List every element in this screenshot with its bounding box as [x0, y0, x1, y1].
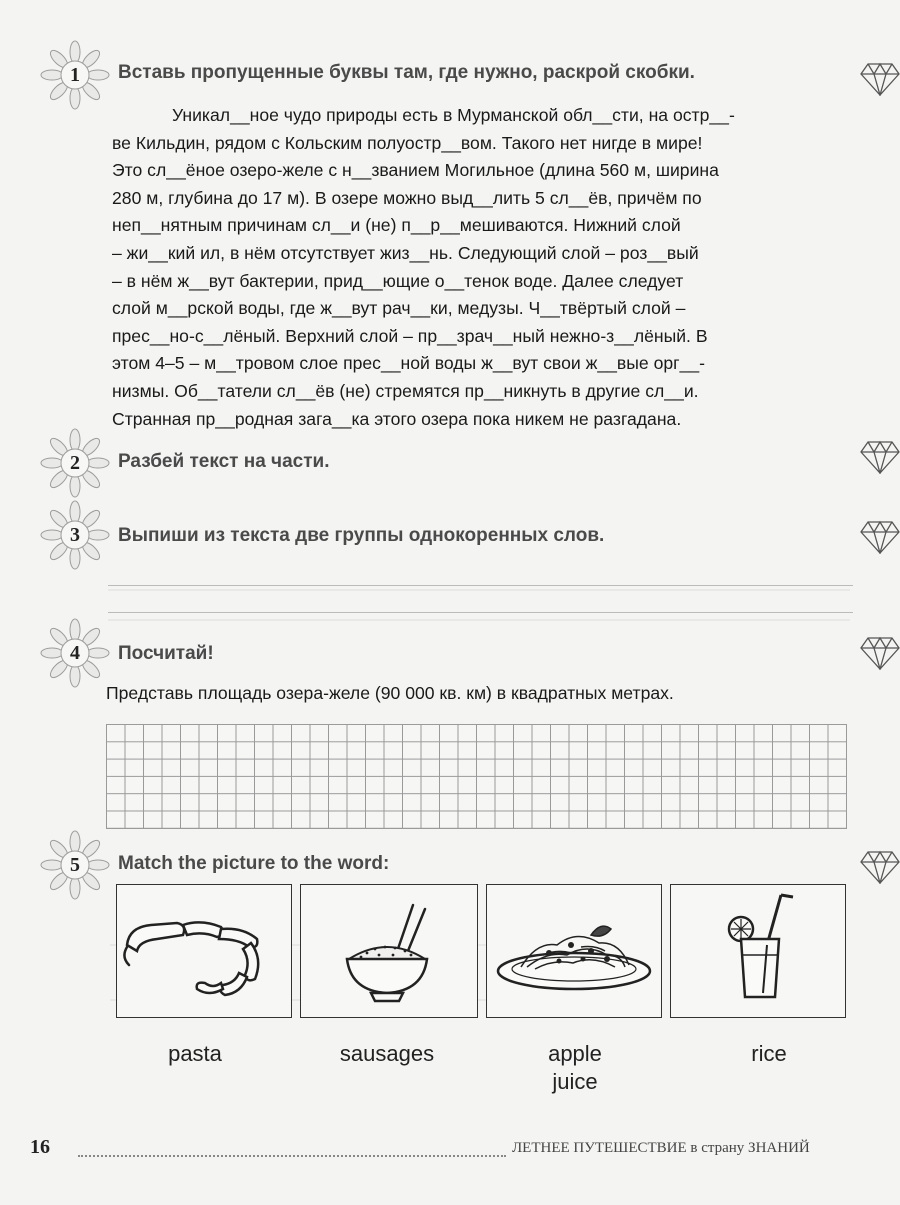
diamond-icon: [860, 520, 900, 554]
juice-glass-icon: [671, 885, 845, 1017]
text-line: Уникал__ное чудо природы есть в Мурманской обл__сти, на остр__-: [172, 105, 735, 125]
diamond-icon: [860, 850, 900, 884]
sausages-icon: [117, 885, 291, 1017]
match-word[interactable]: rice: [751, 1041, 787, 1066]
text-line: – жи__кий ил, в нём отсутствует жиз__нь. Следующий слой – роз__вый: [112, 242, 699, 263]
task-title: Разбей текст на части.: [118, 451, 330, 472]
footer-title: ЛЕТНЕЕ ПУТЕШЕСТВИЕ в страну ЗНАНИЙ: [512, 1140, 810, 1156]
picture-box-pasta[interactable]: [486, 884, 662, 1018]
task-number: 2: [70, 451, 80, 474]
picture-box-sausages[interactable]: [116, 884, 292, 1018]
text-line: неп__нятным причинам сл__и (не) п__р__мешиваются. Нижний слой: [112, 215, 681, 236]
task-4-prompt: Представь площадь озера-желе (90 000 кв. км) в квадратных метрах.: [106, 683, 674, 703]
match-word[interactable]: apple juice: [548, 1041, 602, 1094]
text-line: Странная пр__родная зага__ка этого озера пока никем не разгадана.: [112, 408, 682, 429]
text-line: ве Кильдин, рядом с Кольским полуостр__вом. Такого нет нигде в мире!: [112, 132, 703, 153]
diamond-icon: [860, 636, 900, 670]
task-number-badge: [40, 500, 110, 570]
text-line: этом 4–5 – м__тровом слое прес__ной воды ж__вут свои ж__вые орг__-: [112, 353, 705, 374]
task-number-badge: [40, 428, 110, 498]
pasta-plate-icon: [487, 885, 661, 1017]
calculation-grid[interactable]: [106, 724, 847, 829]
task-number: 3: [70, 523, 80, 546]
text-line: низмы. Об__татели сл__ёв (не) стремятся пр__никнуть в другие сл__и.: [112, 380, 699, 401]
footer-dotted-line: [78, 1155, 506, 1157]
match-word[interactable]: pasta: [168, 1041, 222, 1066]
match-word[interactable]: sausages: [339, 1041, 435, 1066]
task-number: 1: [70, 63, 80, 86]
rice-bowl-icon: [301, 885, 477, 1017]
answer-line[interactable]: [108, 612, 853, 613]
task-number-badge: [40, 40, 110, 110]
page-number: 16: [30, 1136, 50, 1158]
task-title: Вставь пропущенные буквы там, где нужно, раскрой скобки.: [118, 62, 695, 83]
picture-box-apple-juice[interactable]: [670, 884, 846, 1018]
task-title: Match the picture to the word:: [118, 853, 390, 874]
text-line: слой м__рской воды, где ж__вут рач__ки, медузы. Ч__твёртый слой –: [112, 298, 686, 319]
task-number-badge: [40, 830, 110, 900]
task-number-badge: [40, 618, 110, 688]
text-line: 280 м, глубина до 17 м). В озере можно выд__лить 5 сл__ёв, причём по: [112, 187, 702, 208]
text-line: – в нём ж__вут бактерии, прид__ющие о__тенок воде. Далее следует: [112, 270, 684, 291]
task-number: 5: [70, 853, 80, 876]
diamond-icon: [860, 440, 900, 474]
task-title: Выпиши из текста две группы однокоренных слов.: [118, 525, 605, 546]
text-line: прес__но-с__лёный. Верхний слой – пр__зрач__ный нежно-з__лёный. В: [112, 325, 708, 346]
picture-box-rice[interactable]: [300, 884, 478, 1018]
task-title: Посчитай!: [118, 643, 214, 664]
text-line: Это сл__ёное озеро-желе с н__званием Могильное (длина 560 м, ширина: [112, 160, 719, 181]
answer-line[interactable]: [108, 585, 853, 586]
task-1-text: [112, 102, 857, 433]
task-number: 4: [70, 641, 80, 664]
diamond-icon: [860, 62, 900, 96]
